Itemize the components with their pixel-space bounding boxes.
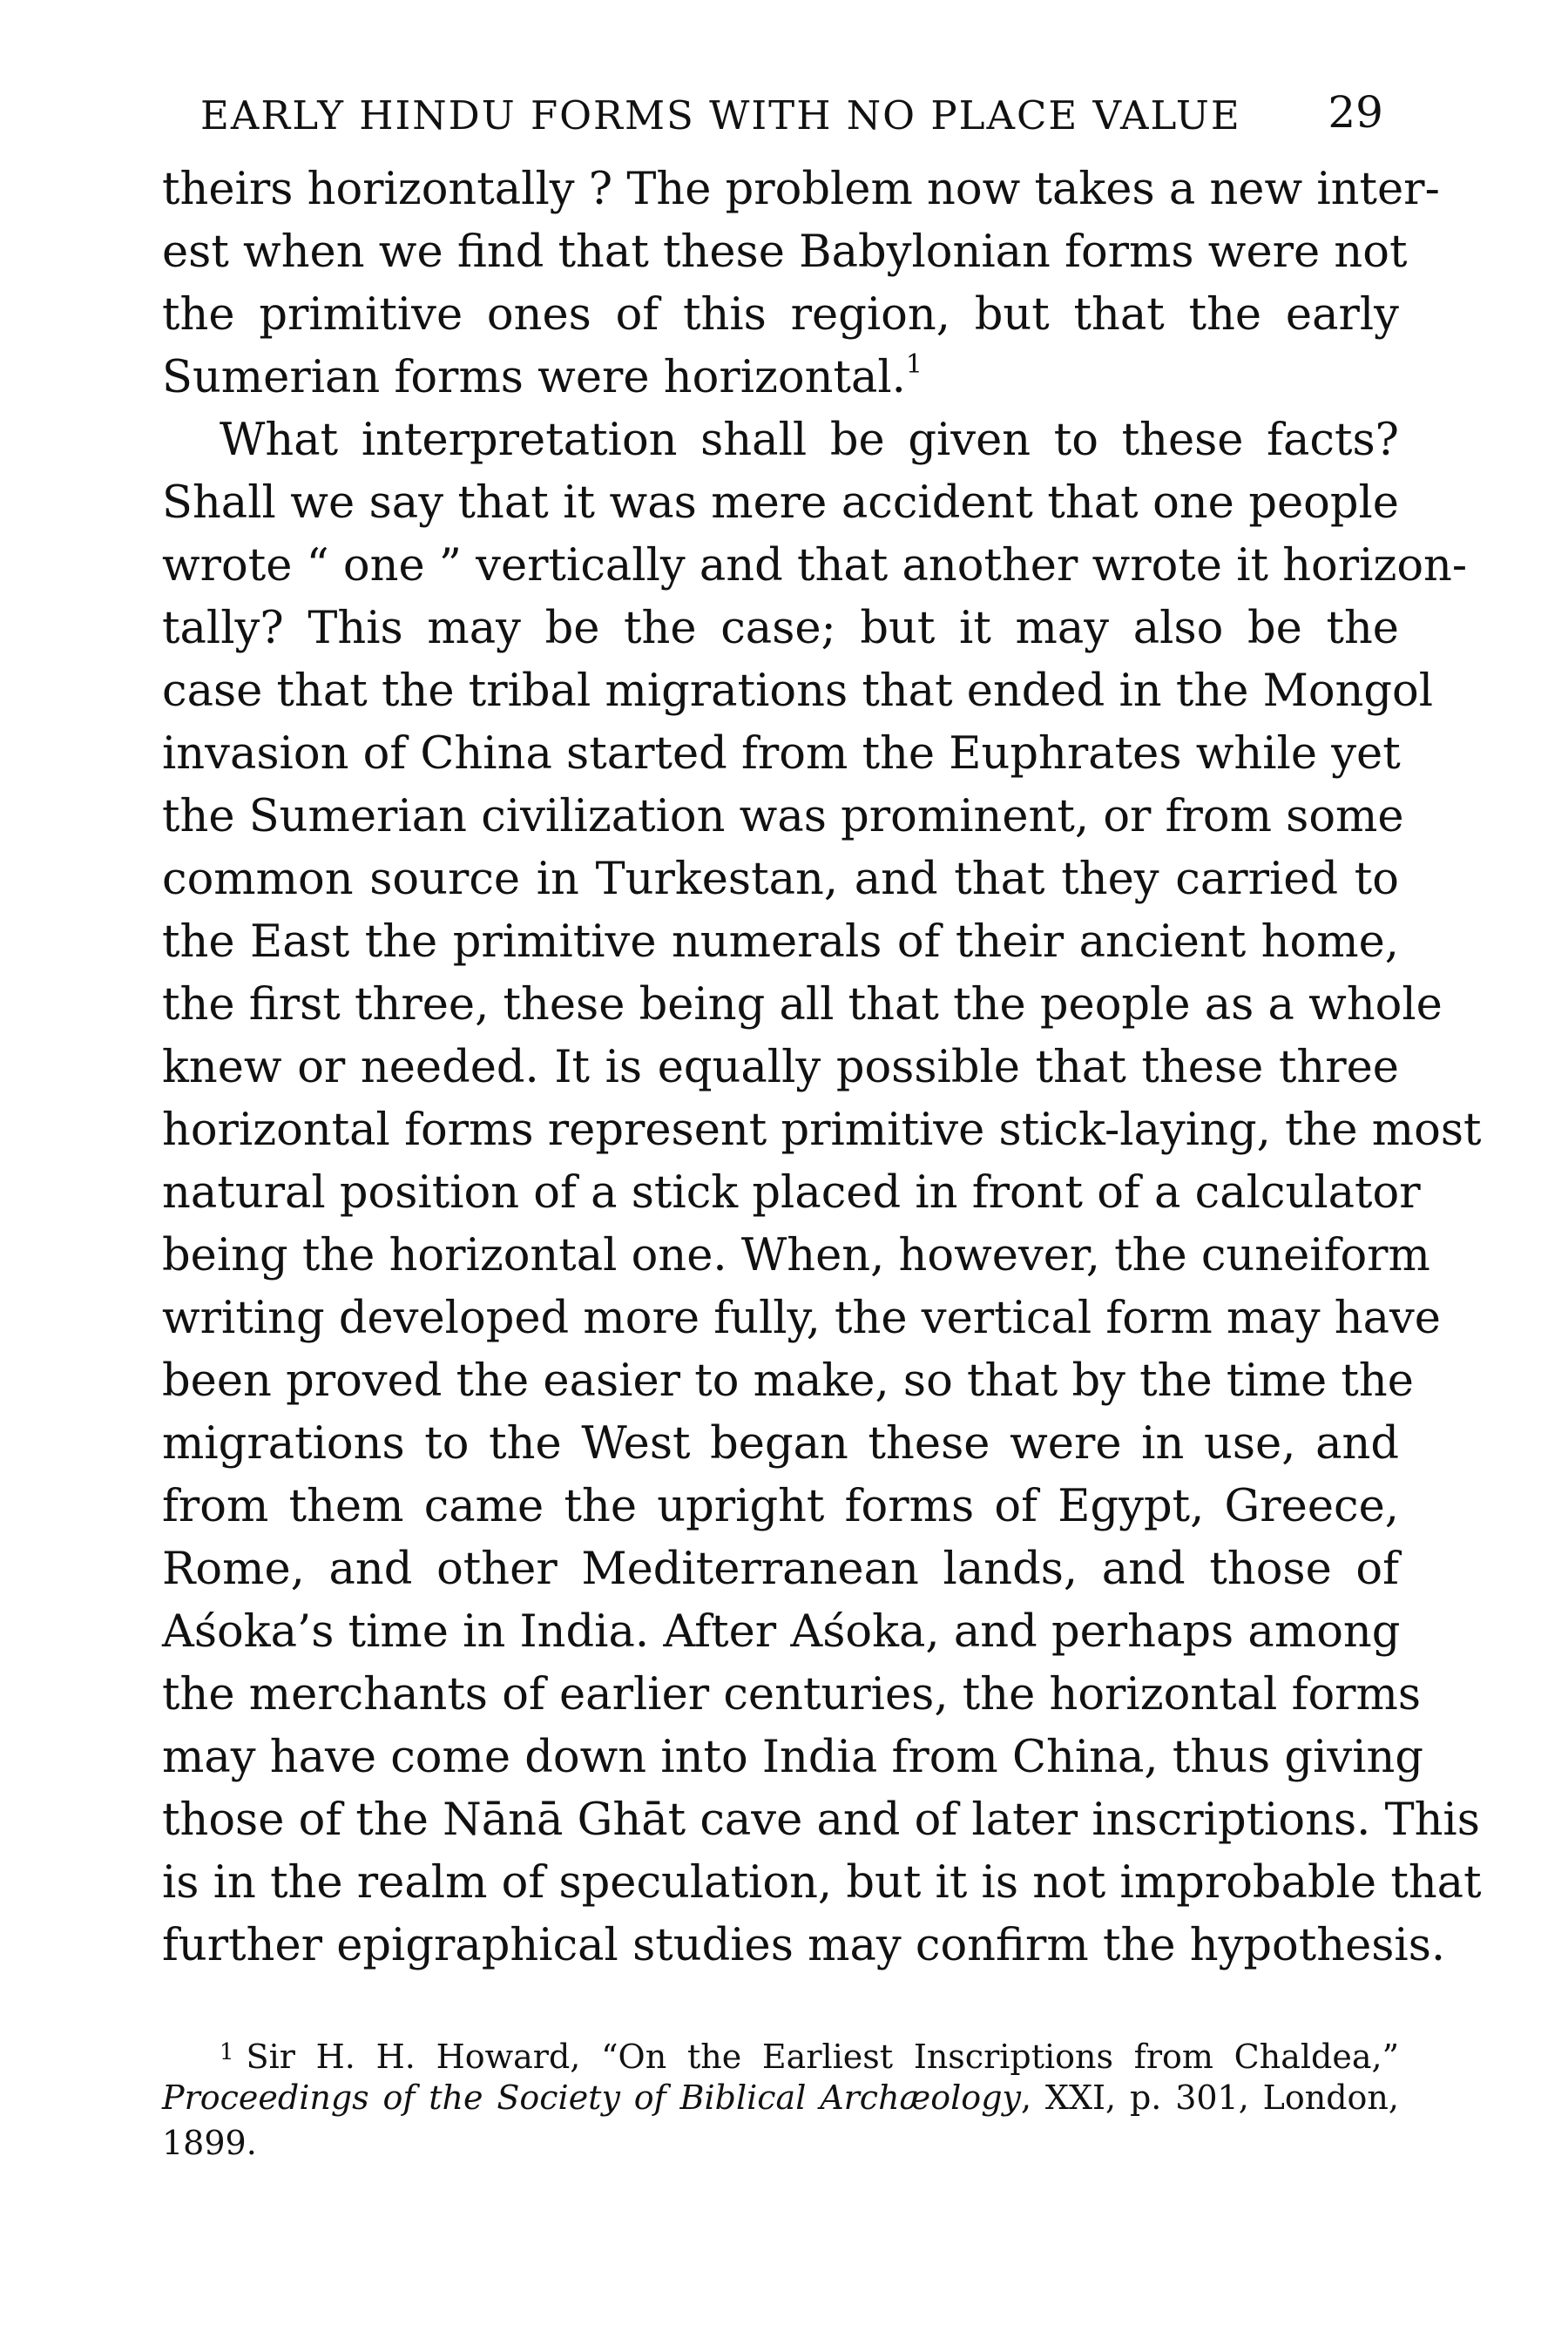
text-line: may have come down into India from China, thus giving (162, 1732, 1423, 1783)
footnote-line (162, 2030, 1399, 2075)
text-line: the first three, these being all that the people as a whole (162, 979, 1443, 1031)
text-line: the East the primitive numerals of their ancient home, (162, 916, 1399, 968)
book-page (162, 78, 1482, 2166)
text-line: Shall we say that it was mere accident that one people (162, 477, 1399, 529)
text-line: tally? This may be the case; but it may also be the (162, 603, 1399, 654)
text-line: migrations to the West began these were in use, and (162, 1418, 1399, 1470)
text-line: been proved the easier to make, so that by the time the (162, 1355, 1414, 1407)
text-line: writing developed more fully, the vertical form may have (162, 1293, 1441, 1344)
footnote-text: Sir H. H. Howard, “On the Earliest Inscriptions from Chaldea,” (246, 2038, 1399, 2076)
text-line: Aśoka’s time in India. After Aśoka, and perhaps among (162, 1606, 1401, 1658)
footnote-text: , XXI, p. 301, London, (1020, 2078, 1399, 2117)
text-line: being the horizontal one. When, however, the cuneiform (162, 1230, 1430, 1281)
footnote-line: 1899. (162, 2124, 257, 2162)
text-line: from them came the upright forms of Egypt, Greece, (162, 1481, 1399, 1532)
text-line: natural position of a stick placed in front of a calculator (162, 1167, 1421, 1219)
text-line: the primitive ones of this region, but that the early (162, 289, 1399, 341)
text-line: Rome, and other Mediterranean lands, and those of (162, 1544, 1399, 1595)
text-line: wrote “ one ” vertically and that another wrote it horizon- (162, 540, 1468, 591)
text-line: the Sumerian civilization was prominent, or from some (162, 791, 1404, 842)
text-line: further epigraphical studies may confirm the hypothesis. (162, 1920, 1446, 1971)
text-line-with-footnote (162, 347, 1399, 409)
text-line: the merchants of earlier centuries, the horizontal forms (162, 1669, 1422, 1720)
text-line: knew or needed. It is equally possible that these three (162, 1042, 1399, 1093)
text-line: case that the tribal migrations that ended in the Mongol (162, 666, 1434, 717)
text-line: theirs horizontally ? The problem now takes a new inter- (162, 164, 1440, 215)
text-line: those of the Nānā Ghāt cave and of later inscriptions. This (162, 1794, 1480, 1846)
page-number: 29 (1328, 87, 1383, 138)
footnote-reference: 1 (905, 349, 923, 380)
text-line: common source in Turkestan, and that they carried to (162, 854, 1399, 905)
running-title: EARLY HINDU FORMS WITH NO PLACE VALUE (200, 92, 1241, 139)
footnote-journal-title: Proceedings of the Society of Biblical Archæology (162, 2078, 1021, 2117)
text-line: est when we find that these Babylonian forms were not (162, 226, 1408, 278)
text-line: horizontal forms represent primitive stick-laying, the most (162, 1105, 1482, 1156)
paragraph-start-line: What interpretation shall be given to these facts? (220, 415, 1399, 466)
footnotes (162, 2030, 1399, 2166)
footnote-line (162, 2075, 1399, 2120)
running-head (162, 78, 1399, 148)
text-line-content: Sumerian forms were horizontal. (162, 352, 906, 403)
footnote-marker: 1 (220, 2039, 234, 2065)
text-line: invasion of China started from the Euphrates while yet (162, 728, 1401, 780)
text-line: is in the realm of speculation, but it is not improbable that (162, 1857, 1482, 1909)
body-text (162, 159, 1482, 1977)
